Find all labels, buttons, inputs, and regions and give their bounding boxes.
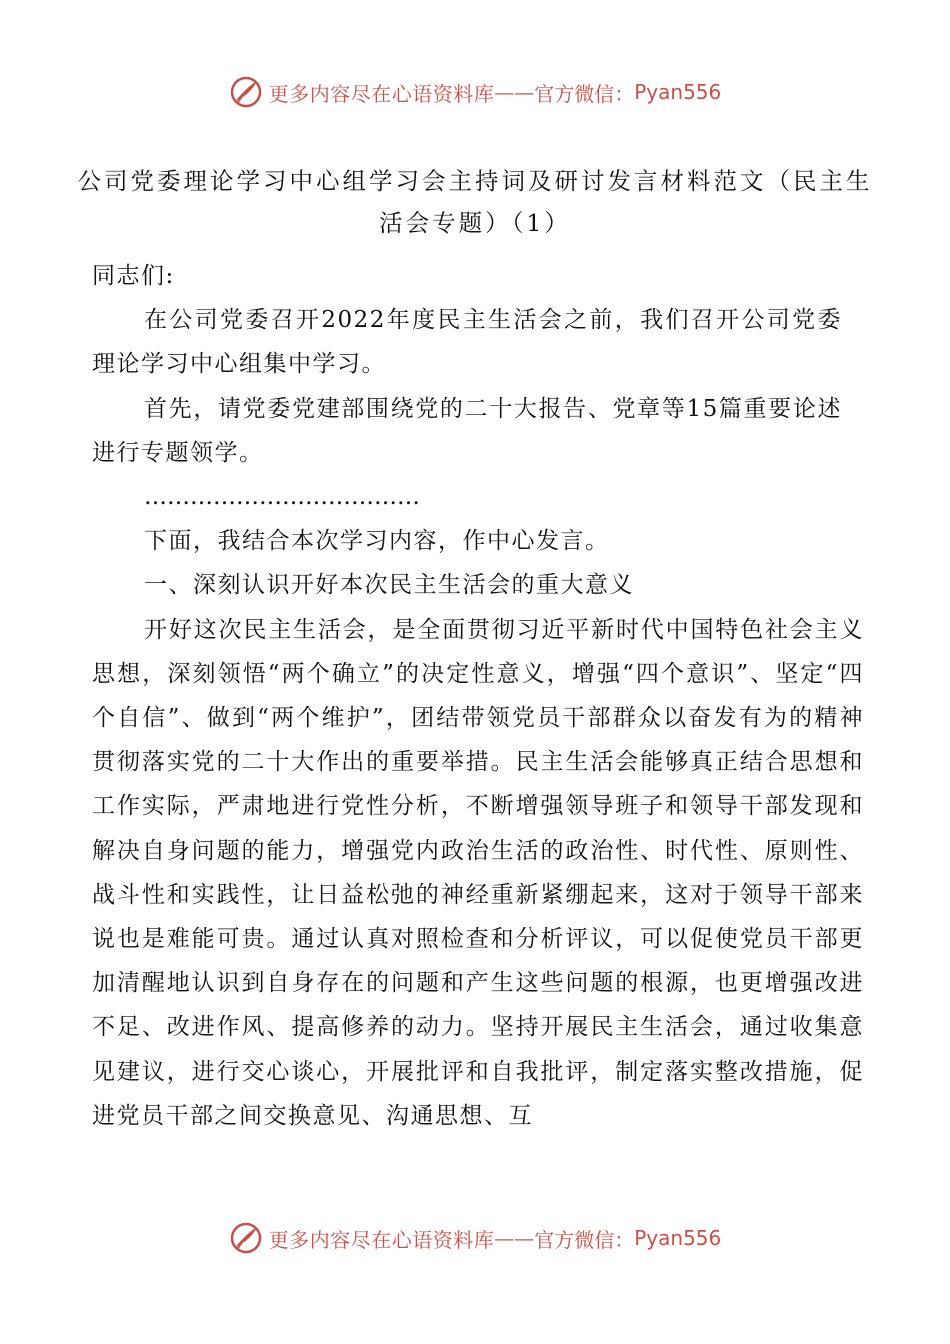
banner-label: 官方微信： <box>534 1227 635 1252</box>
banner-text: 更多内容尽在心语资料库 <box>268 81 495 106</box>
document-body <box>92 254 864 1138</box>
section-heading: 一、深刻认识开好本次民主生活会的重大意义 <box>144 572 634 599</box>
banner-dash: —— <box>494 80 535 104</box>
header-banner <box>0 72 950 112</box>
document-title: 公司党委理论学习中心组学习会主持词及研讨发言材料范文（民主生活会专题）（1） <box>77 167 873 237</box>
footer-banner <box>0 1218 950 1258</box>
banner-dash: —— <box>494 1226 535 1250</box>
ellipsis-line: ……………………………… <box>144 484 420 511</box>
paragraph: 在公司党委召开2022年度民主生活会之前，我们召开公司党委理论学习中心组集中学习。 <box>92 307 842 378</box>
quill-logo-icon <box>229 1221 263 1255</box>
salutation: 同志们: <box>92 263 175 289</box>
banner-wechat-id: Pyan556 <box>634 80 722 104</box>
paragraph: 开好这次民主生活会，是全面贯彻习近平新时代中国特色社会主义思想，深刻领悟“两个确立”的决定性意义，增强“四个意识”、坚定“四个自信”、做到“两个维护”，团结带领党员干部群众以奋发有为的精神贯彻落实党的二十大作出的重要举措。民主生活会能够真正结合思想和工作实际，严肃地进行党性分析，不断增强领导班子和领导干部发现和解决自身问题的能力，增强党内政治生活的政治性、时代性、原则性、战斗性和实践性，让日益松弛的神经重新紧绷起来，这对于领导干部来说也是难能可贵。通过认真对照检查和分析评议，可以促使党员干部更加清醒地认识到自身存在的问题和产生这些问题的根源，也更增强改进不足、改进作风、提高修养的动力。坚持开展民主生活会，通过收集意见建议，进行交心谈心，开展批评和自我批评，制定落实整改措施，促进党员干部之间交换意见、沟通思想、互 <box>92 616 864 1129</box>
paragraph: 首先，请党委党建部围绕党的二十大报告、党章等15篇重要论述进行专题领学。 <box>92 395 842 466</box>
paragraph: 下面，我结合本次学习内容，作中心发言。 <box>144 528 610 555</box>
quill-logo-icon <box>229 75 263 109</box>
banner-label: 官方微信： <box>534 81 635 106</box>
banner-text: 更多内容尽在心语资料库 <box>268 1227 495 1252</box>
banner-wechat-id: Pyan556 <box>634 1226 722 1250</box>
